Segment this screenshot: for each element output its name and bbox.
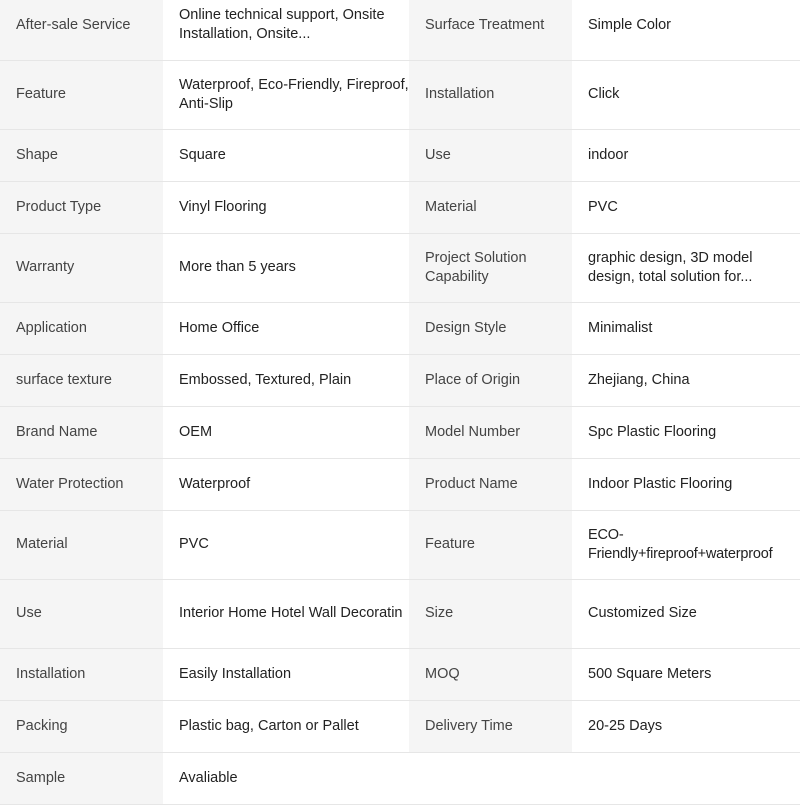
- attribute-value: Embossed, Textured, Plain: [163, 354, 409, 406]
- attribute-label: Sample: [0, 752, 163, 804]
- attribute-label: Product Type: [0, 181, 163, 233]
- attribute-label: Application: [0, 302, 163, 354]
- attribute-value: Online technical support, Onsite Installation, Onsite...: [163, 0, 409, 60]
- attribute-value: Avaliable: [163, 752, 409, 804]
- attribute-label: Use: [0, 579, 163, 648]
- attribute-label: Feature: [409, 510, 572, 579]
- attribute-label: Brand Name: [0, 406, 163, 458]
- table-row: [0, 579, 800, 648]
- attribute-value: PVC: [163, 510, 409, 579]
- attribute-value: Simple Color: [572, 0, 800, 60]
- attribute-value: Interior Home Hotel Wall Decoratin: [163, 579, 409, 648]
- table-row: [0, 648, 800, 700]
- attribute-label: Use: [409, 129, 572, 181]
- empty-cell: [572, 752, 800, 804]
- attribute-label: surface texture: [0, 354, 163, 406]
- attribute-label: Surface Treatment: [409, 0, 572, 60]
- attribute-value: PVC: [572, 181, 800, 233]
- attribute-value: OEM: [163, 406, 409, 458]
- attribute-label: Product Name: [409, 458, 572, 510]
- table-row: [0, 0, 800, 60]
- attribute-value: Click: [572, 60, 800, 129]
- attribute-label: Size: [409, 579, 572, 648]
- attribute-value: Waterproof, Eco-Friendly, Fireproof, Anti-Slip: [163, 60, 409, 129]
- table-row: [0, 458, 800, 510]
- table-row: [0, 752, 800, 804]
- table-row: [0, 406, 800, 458]
- attribute-label: Shape: [0, 129, 163, 181]
- table-row: [0, 181, 800, 233]
- attribute-label: MOQ: [409, 648, 572, 700]
- attribute-label: Design Style: [409, 302, 572, 354]
- attribute-value: Waterproof: [163, 458, 409, 510]
- attribute-value: graphic design, 3D model design, total solution for...: [572, 233, 800, 302]
- attribute-label: Material: [409, 181, 572, 233]
- attribute-value: ECO-Friendly+fireproof+waterproof: [572, 510, 800, 579]
- attribute-label: Warranty: [0, 233, 163, 302]
- attribute-value: Plastic bag, Carton or Pallet: [163, 700, 409, 752]
- table-row: [0, 302, 800, 354]
- attribute-label: Delivery Time: [409, 700, 572, 752]
- attribute-label: Installation: [0, 648, 163, 700]
- table-row: [0, 354, 800, 406]
- attribute-label: Water Protection: [0, 458, 163, 510]
- attribute-value: Spc Plastic Flooring: [572, 406, 800, 458]
- attribute-label: Place of Origin: [409, 354, 572, 406]
- attribute-value: Square: [163, 129, 409, 181]
- attribute-value: Minimalist: [572, 302, 800, 354]
- table-row: [0, 233, 800, 302]
- attribute-value: Indoor Plastic Flooring: [572, 458, 800, 510]
- attribute-label: Material: [0, 510, 163, 579]
- attribute-value: Zhejiang, China: [572, 354, 800, 406]
- attribute-value: More than 5 years: [163, 233, 409, 302]
- table-row: [0, 510, 800, 579]
- attribute-value: 20-25 Days: [572, 700, 800, 752]
- attribute-value: Easily Installation: [163, 648, 409, 700]
- attribute-label: Packing: [0, 700, 163, 752]
- table-row: [0, 700, 800, 752]
- attribute-label: Feature: [0, 60, 163, 129]
- attribute-value: Vinyl Flooring: [163, 181, 409, 233]
- attribute-value: Home Office: [163, 302, 409, 354]
- attribute-value: indoor: [572, 129, 800, 181]
- table-row: [0, 60, 800, 129]
- table-row: [0, 129, 800, 181]
- attribute-label: After-sale Service: [0, 0, 163, 60]
- attribute-label: Project Solution Capability: [409, 233, 572, 302]
- empty-cell: [409, 752, 572, 804]
- attribute-label: Model Number: [409, 406, 572, 458]
- attribute-value: Customized Size: [572, 579, 800, 648]
- attribute-label: Installation: [409, 60, 572, 129]
- attribute-value: 500 Square Meters: [572, 648, 800, 700]
